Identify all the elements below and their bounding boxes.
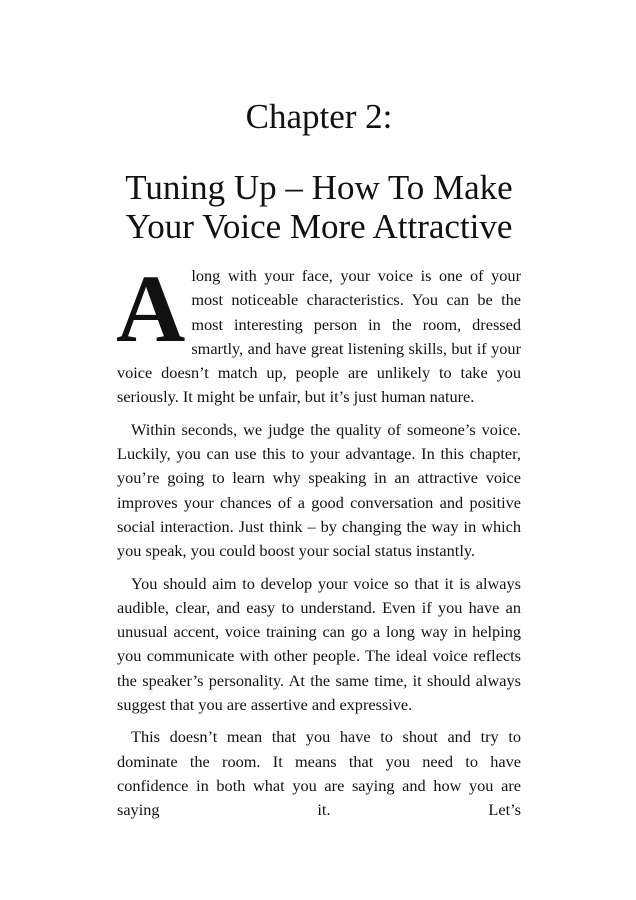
- drop-cap: A: [116, 255, 186, 362]
- paragraph-4: This doesn’t mean that you have to shout and try to dominate the room. It means that you need to have confidence in both what you are saying and how you are saying it. Let’s: [117, 727, 521, 820]
- chapter-number-heading: Chapter 2:: [245, 97, 393, 136]
- book-page: [117, 95, 521, 831]
- chapter-title-line-2: Your Voice More Attractive: [125, 207, 513, 246]
- chapter-title-line-1: Tuning Up – How To Make: [125, 168, 513, 207]
- paragraph-2: Within seconds, we judge the quality of someone’s voice. Luckily, you can use this to your advantage. In this chapter, you’re going to learn why speaking in an attractive voice improves your chances of a good conversation and positive social interaction. Just think – by changing the way in which you speak, you could boost your social status instantly.: [117, 419, 521, 561]
- paragraph-3: You should aim to develop your voice so that it is always audible, clear, and easy to understand. Even if you have an unusual accent, voice training can go a long way in helping you communicate with other people. The ideal voice reflects the speaker’s personality. At the same time, it should always suggest that you are assertive and expressive.: [117, 573, 521, 715]
- paragraph-1-text: long with your face, your voice is one of your most noticeable characteristics. You can be the most interesting person in the room, dressed smartly, and have great listening skills, but if your voice doesn’t match up, people are unlikely to take you seriously. It might be unfair, but it’s just human nature.: [117, 266, 521, 407]
- paragraph-1: [116, 255, 521, 410]
- chapter-title: [117, 168, 521, 246]
- chapter-body: [116, 255, 521, 823]
